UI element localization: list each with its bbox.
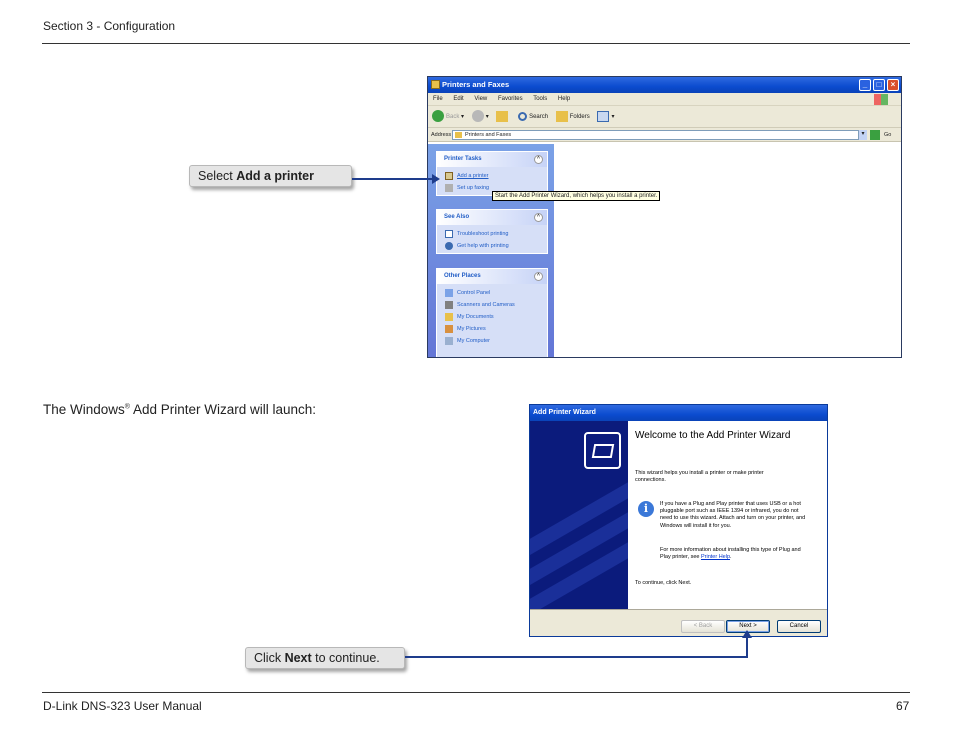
see-also-group bbox=[436, 209, 548, 254]
wizard-button-bar bbox=[530, 609, 827, 637]
pictures-folder-icon bbox=[445, 325, 453, 333]
address-field[interactable] bbox=[452, 130, 867, 140]
go-arrow-icon[interactable] bbox=[870, 130, 880, 140]
launch-text bbox=[43, 402, 316, 417]
address-label: Address bbox=[431, 132, 452, 138]
forward-arrow-icon bbox=[472, 110, 484, 122]
more-info-text: For more information about installing this type of Plug and Play printer, see bbox=[660, 547, 801, 561]
printer-wizard-icon bbox=[584, 432, 621, 469]
menu-help[interactable]: Help bbox=[557, 96, 571, 102]
task-label: Add a printer bbox=[457, 173, 489, 179]
group-header[interactable] bbox=[437, 152, 547, 167]
wizard-intro: This wizard helps you install a printer or make printer connections. bbox=[635, 470, 764, 484]
place-my-documents[interactable] bbox=[437, 311, 547, 323]
toolbar bbox=[428, 106, 901, 128]
folder-up-icon bbox=[496, 111, 508, 122]
cancel-button[interactable]: Cancel bbox=[777, 620, 821, 633]
search-button[interactable] bbox=[518, 106, 548, 128]
windows-logo-icon bbox=[874, 94, 888, 105]
wizard-side-banner bbox=[530, 421, 628, 609]
search-icon bbox=[518, 112, 527, 121]
wizard-more-info bbox=[660, 547, 808, 561]
callout-connector bbox=[405, 656, 748, 658]
collapse-chevron-icon[interactable]: ^ bbox=[534, 155, 543, 164]
callout-text: Select bbox=[198, 169, 237, 183]
up-button[interactable] bbox=[496, 106, 510, 128]
section-header: Section 3 - Configuration bbox=[43, 19, 176, 33]
title-bar bbox=[530, 405, 827, 421]
place-label: My Computer bbox=[457, 338, 491, 344]
callout-text-suffix: to continue. bbox=[311, 651, 380, 665]
views-icon bbox=[597, 111, 609, 122]
wizard-heading: Welcome to the Add Printer Wizard bbox=[635, 430, 791, 441]
callout-bold-text: Add a printer bbox=[236, 169, 315, 183]
add-printer-icon bbox=[445, 172, 453, 180]
group-header[interactable] bbox=[437, 269, 547, 284]
fax-icon bbox=[445, 184, 453, 192]
group-title: Printer Tasks bbox=[444, 156, 482, 162]
next-button[interactable]: Next > bbox=[726, 620, 770, 633]
task-add-printer[interactable] bbox=[437, 170, 547, 182]
folders-button[interactable] bbox=[556, 106, 590, 128]
task-troubleshoot-printing[interactable] bbox=[437, 228, 547, 240]
place-scanners-cameras[interactable] bbox=[437, 299, 547, 311]
menu-view[interactable]: View bbox=[474, 96, 488, 102]
printer-tasks-group bbox=[436, 151, 548, 196]
place-label: My Pictures bbox=[457, 326, 486, 332]
back-arrow-icon bbox=[432, 110, 444, 122]
folders-icon bbox=[556, 111, 568, 122]
place-label: My Documents bbox=[457, 314, 494, 320]
computer-icon bbox=[445, 337, 453, 345]
task-label: Troubleshoot printing bbox=[457, 231, 509, 237]
wizard-content bbox=[634, 421, 824, 586]
wizard-info: If you have a Plug and Play printer that uses USB or a hot pluggable port such as IEEE 1394 or infrared, you do not need to use this wizard. Attach and turn on your printer, and Windows will install it for you. bbox=[660, 501, 806, 529]
help-page-icon bbox=[445, 230, 453, 238]
more-info-suffix: . bbox=[730, 554, 732, 561]
back-button[interactable]: Back ▾ bbox=[432, 106, 464, 128]
menu-tools[interactable]: Tools bbox=[533, 96, 548, 102]
top-rule bbox=[42, 43, 910, 44]
forward-button[interactable]: ▾ bbox=[472, 106, 489, 128]
callout-text: Click bbox=[254, 651, 285, 665]
collapse-chevron-icon[interactable]: ^ bbox=[534, 213, 543, 222]
launch-text-before: The Windows bbox=[43, 402, 125, 417]
place-my-pictures[interactable] bbox=[437, 323, 547, 335]
callout-bold-text: Next bbox=[284, 651, 312, 665]
group-title: Other Places bbox=[444, 273, 481, 279]
folders-label: Folders bbox=[569, 114, 590, 120]
add-printer-tooltip: Start the Add Printer Wizard, which helps you install a printer. bbox=[492, 191, 660, 201]
task-label: Get help with printing bbox=[457, 243, 509, 249]
title-bar bbox=[428, 77, 901, 93]
help-icon bbox=[445, 242, 453, 250]
address-value: Printers and Faxes bbox=[465, 132, 512, 138]
back-button[interactable]: < Back bbox=[681, 620, 725, 633]
add-printer-wizard-window bbox=[529, 404, 828, 637]
info-icon: i bbox=[638, 501, 654, 517]
address-dropdown-button[interactable]: ▾ bbox=[858, 130, 867, 140]
group-header[interactable] bbox=[437, 210, 547, 225]
task-pane bbox=[428, 144, 554, 358]
control-panel-icon bbox=[445, 289, 453, 297]
address-bar bbox=[428, 128, 901, 142]
menu-favorites[interactable]: Favorites bbox=[497, 96, 523, 102]
scanner-icon bbox=[445, 301, 453, 309]
callout-connector bbox=[352, 178, 434, 180]
window-title: Printers and Faxes bbox=[442, 80, 510, 89]
callout-arrow-icon bbox=[432, 174, 440, 184]
footer-manual-title: D-Link DNS-323 User Manual bbox=[43, 699, 202, 713]
minimize-button[interactable]: _ bbox=[859, 79, 871, 91]
printer-folder-icon bbox=[455, 132, 462, 138]
printer-help-link[interactable]: Printer Help bbox=[700, 554, 731, 561]
printers-faxes-window bbox=[427, 76, 902, 358]
maximize-button[interactable]: □ bbox=[873, 79, 885, 91]
search-label: Search bbox=[529, 114, 549, 120]
menu-bar bbox=[428, 93, 901, 106]
task-label: Set up faxing bbox=[457, 185, 490, 191]
click-next-callout bbox=[245, 647, 405, 669]
collapse-chevron-icon[interactable]: ^ bbox=[534, 272, 543, 281]
views-button[interactable]: ▾ bbox=[597, 106, 614, 128]
place-label: Control Panel bbox=[457, 290, 491, 296]
menu-edit[interactable]: Edit bbox=[453, 96, 464, 102]
go-label[interactable]: Go bbox=[884, 132, 892, 138]
wizard-continue-text: To continue, click Next. bbox=[635, 580, 692, 586]
registered-mark: ® bbox=[124, 403, 130, 411]
page-number: 67 bbox=[896, 699, 910, 713]
back-label: Back bbox=[446, 114, 460, 120]
callout-connector bbox=[746, 636, 748, 658]
group-title: See Also bbox=[444, 214, 470, 220]
printer-folder-icon bbox=[431, 80, 440, 89]
close-button[interactable]: × bbox=[887, 79, 899, 91]
place-label: Scanners and Cameras bbox=[457, 302, 515, 308]
task-get-help[interactable] bbox=[437, 240, 547, 252]
menu-file[interactable]: File bbox=[433, 96, 443, 102]
documents-folder-icon bbox=[445, 313, 453, 321]
select-add-printer-callout bbox=[189, 165, 352, 187]
launch-text-after: Add Printer Wizard will launch: bbox=[129, 402, 317, 417]
printer-shape bbox=[592, 444, 614, 458]
bottom-rule bbox=[42, 692, 910, 693]
callout-arrow-icon bbox=[742, 630, 752, 638]
place-my-computer[interactable] bbox=[437, 335, 547, 347]
window-title: Add Printer Wizard bbox=[533, 409, 596, 416]
other-places-group bbox=[436, 268, 548, 358]
place-control-panel[interactable] bbox=[437, 287, 547, 299]
